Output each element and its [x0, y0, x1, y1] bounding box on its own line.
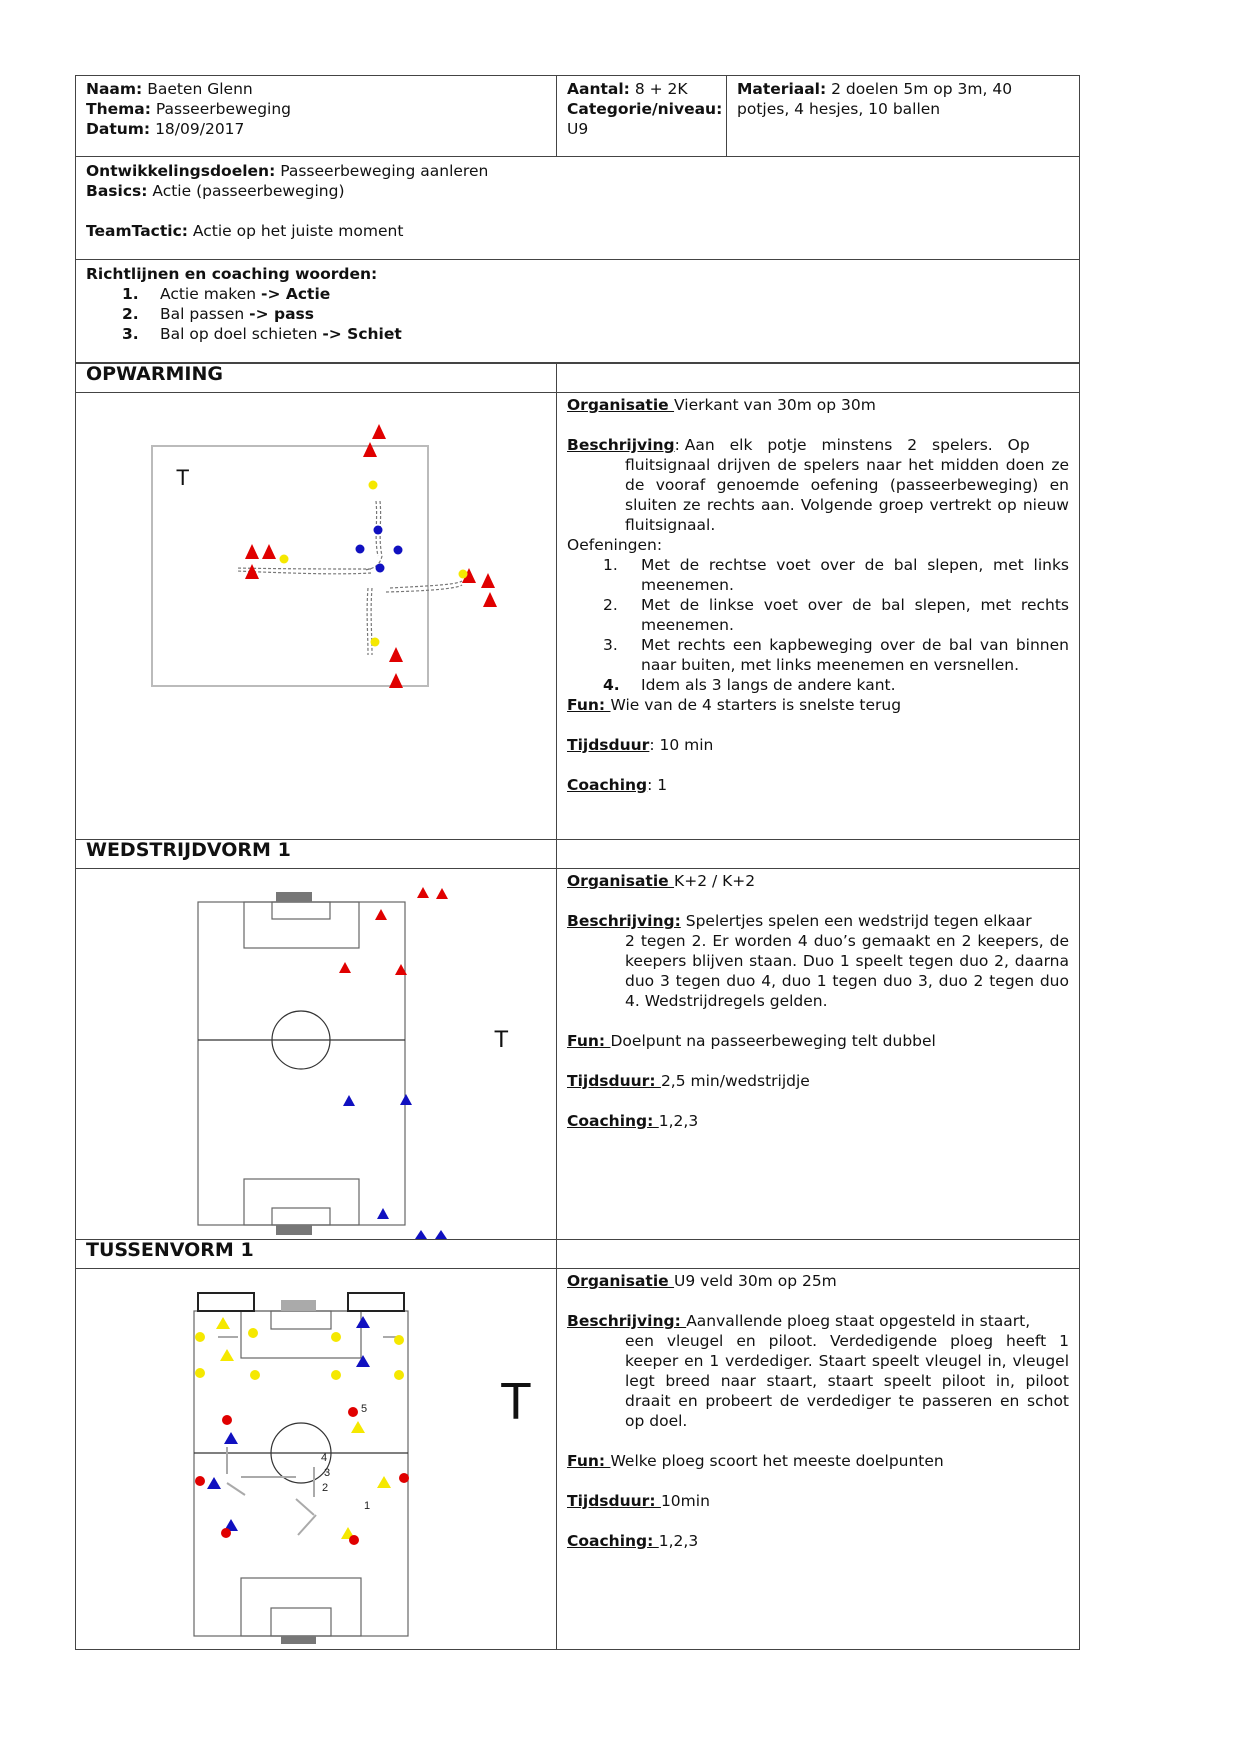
exercise-num: 4. [603, 676, 620, 694]
penalty-area-top [241, 1311, 361, 1358]
fun-label: Fun: [567, 1032, 611, 1050]
exercise-item [603, 555, 1069, 595]
goals-cell [76, 157, 1080, 260]
coaching-value: 1,2,3 [658, 1112, 699, 1130]
materiaal-label: Materiaal: [737, 80, 827, 98]
guideline-keyword: -> pass [249, 305, 314, 323]
tijdsduur-value: : 10 min [649, 736, 714, 754]
marker [250, 1370, 260, 1380]
section-title-spacer [557, 1240, 1080, 1269]
section-title-spacer [557, 364, 1080, 393]
thema-label: Thema: [86, 100, 151, 118]
exercise-list [567, 555, 1069, 695]
tussenvorm-diagram [76, 1269, 557, 1649]
fun-value: Wie van de 4 starters is snelste terug [610, 696, 902, 714]
tijdsduur-value: 10min [660, 1492, 710, 1510]
coaching-label: Coaching: [567, 1532, 659, 1550]
goal-top [276, 892, 312, 902]
datum-value: 18/09/2017 [155, 120, 245, 138]
material-cell [727, 76, 1080, 157]
goal-bottom [281, 1636, 316, 1644]
guideline-text: Bal passen [160, 305, 245, 323]
ball [222, 1415, 232, 1425]
exercise-num: 2. [603, 596, 618, 614]
datum-label: Datum: [86, 120, 151, 138]
guideline-item [122, 284, 1069, 304]
section-title-wedstrijdvorm: WEDSTRIJDVORM 1 [76, 840, 557, 869]
penalty-area-bottom [244, 1179, 359, 1225]
organisatie-value: Vierkant van 30m op 30m [674, 396, 876, 414]
trainer-label: T [494, 1026, 509, 1053]
beschrijving-text: een vleugel en piloot. Verdedigende ploeg heeft 1 keeper en 1 verdediger. Staart speelt vleugel in, vleugel legt breed naar staart, staart speelt piloot in, piloot draait en probeert de verdediger te passeren en schot op doel. [625, 1332, 1069, 1430]
beschrijving-first: Aan elk potje minstens 2 spelers. Op [684, 436, 1030, 454]
yellow-player [351, 1421, 365, 1433]
tijdsduur-label: Tijdsduur: [567, 1492, 661, 1510]
materiaal-value: 2 doelen 5m op 3m, 40 potjes, 4 hesjes, 10 ballen [737, 80, 1013, 118]
marker [331, 1332, 341, 1342]
ontwikkelingsdoelen-label: Ontwikkelingsdoelen: [86, 162, 276, 180]
guideline-item [122, 324, 1069, 344]
ball [459, 570, 468, 579]
ball [348, 1407, 358, 1417]
organisatie-label: Organisatie [567, 1272, 675, 1290]
tijdsduur-value: 2,5 min/wedstrijdje [660, 1072, 810, 1090]
blue-team [207, 1316, 370, 1531]
goal-top [281, 1300, 316, 1311]
ball [195, 1476, 205, 1486]
step-labels [321, 1403, 370, 1512]
guideline-keyword: -> Actie [261, 285, 331, 303]
yellow-player [220, 1349, 234, 1361]
mini-goal-left [198, 1293, 254, 1311]
categorie-value: U9 [567, 120, 589, 138]
goal-area-top [272, 902, 330, 919]
oefeningen-label: Oefeningen: [567, 536, 663, 554]
exercise-item [603, 635, 1069, 675]
organisatie-label: Organisatie [567, 872, 675, 890]
cone [481, 573, 495, 588]
exercise-text: Met rechts een kapbeweging over de bal van binnen naar buiten, met links meenemen en versnellen. [641, 636, 1069, 674]
arrow [298, 1515, 316, 1535]
blue-player [224, 1432, 238, 1444]
ball [349, 1535, 359, 1545]
coaching-value: : 1 [647, 776, 668, 794]
training-table [75, 75, 1080, 363]
count-cell [557, 76, 727, 157]
tijdsduur-label: Tijdsduur [567, 736, 650, 754]
blue-player [377, 1208, 389, 1219]
blue-player [415, 1230, 427, 1239]
beschrijving-label: Beschrijving: [567, 1312, 687, 1330]
guideline-num: 2. [122, 305, 139, 323]
blue-player [207, 1477, 221, 1489]
marker [195, 1332, 205, 1342]
marker [331, 1370, 341, 1380]
separator: : [674, 436, 685, 454]
naam-label: Naam: [86, 80, 143, 98]
exercise-num: 3. [603, 636, 618, 654]
exercise-item [603, 675, 1069, 695]
session-sheet [75, 75, 1079, 1650]
categorie-label: Categorie/niveau: [567, 100, 723, 118]
beschrijving-text: fluitsignaal drijven de spelers naar het midden doen ze de vooraf genoemde oefening (passeerbeweging) en sluiten ze rechts aan. Volgende groep vertrekt op nieuw fluitsignaal. [625, 456, 1069, 534]
wedstrijdvorm-text-cell [557, 869, 1080, 1240]
coaching-value: 1,2,3 [658, 1532, 699, 1550]
red-team [339, 887, 448, 975]
player [374, 526, 383, 535]
step-label: 4 [321, 1452, 328, 1464]
coaching-label: Coaching [567, 776, 648, 794]
basics-value: Actie (passeerbeweging) [152, 182, 345, 200]
section-title-spacer [557, 840, 1080, 869]
goal-bottom [276, 1225, 312, 1235]
beschrijving-label: Beschrijving [567, 436, 675, 454]
field-border [152, 446, 428, 686]
wedstrijdvorm-diagram-cell [76, 869, 557, 1240]
guidelines-cell [76, 260, 1080, 363]
beschrijving-first: Spelertjes spelen een wedstrijd tegen elkaar [685, 912, 1032, 930]
cone [483, 592, 497, 607]
trainer-label: T [176, 465, 190, 490]
guideline-num: 1. [122, 285, 139, 303]
penalty-area-bottom [241, 1578, 361, 1636]
teamtactic-label: TeamTactic: [86, 222, 188, 240]
blue-player [356, 1355, 370, 1367]
section-title-tussenvorm: TUSSENVORM 1 [76, 1240, 557, 1269]
organisatie-value: K+2 / K+2 [674, 872, 756, 890]
red-player [417, 887, 429, 898]
goal-area-top [271, 1311, 331, 1329]
basics-label: Basics: [86, 182, 148, 200]
ontwikkelingsdoelen-value: Passeerbeweging aanleren [280, 162, 489, 180]
sections-table [75, 363, 1080, 1650]
goal-area-bottom [271, 1608, 331, 1636]
aantal-value: 8 + 2K [634, 80, 688, 98]
step-label: 5 [361, 1403, 368, 1415]
penalty-area-top [244, 902, 359, 948]
guideline-item [122, 304, 1069, 324]
red-player [375, 909, 387, 920]
section-title-opwarming: OPWARMING [76, 364, 557, 393]
pass-arrows [218, 1337, 401, 1535]
beschrijving-first: Aanvallende ploeg staat opgesteld in staart, [686, 1312, 1031, 1330]
guidelines-list [86, 284, 1069, 344]
guidelines-title: Richtlijnen en coaching woorden: [86, 265, 378, 283]
yellow-player [377, 1476, 391, 1488]
exercise-text: Met de linkse voet over de bal slepen, met rechts meenemen. [641, 596, 1069, 634]
marker [394, 1335, 404, 1345]
yellow-player [216, 1317, 230, 1329]
opwarming-diagram [76, 393, 557, 839]
ball [371, 638, 380, 647]
red-player [339, 962, 351, 973]
mini-goal-right [348, 1293, 404, 1311]
ball [399, 1473, 409, 1483]
arrow [227, 1483, 245, 1495]
exercise-item [603, 595, 1069, 635]
guideline-text: Actie maken [160, 285, 257, 303]
marker [394, 1370, 404, 1380]
player [394, 546, 403, 555]
pitch-outline [198, 902, 405, 1225]
organisatie-value: U9 veld 30m op 25m [674, 1272, 837, 1290]
organisatie-label: Organisatie [567, 396, 675, 414]
thema-value: Passeerbeweging [155, 100, 292, 118]
exercise-text: Met de rechtse voet over de bal slepen, met links meenemen. [641, 556, 1069, 594]
arrow [296, 1499, 314, 1515]
opwarming-diagram-cell [76, 393, 557, 840]
fun-value: Welke ploeg scoort het meeste doelpunten [610, 1452, 944, 1470]
ball [280, 555, 289, 564]
cone [372, 424, 386, 439]
exercise-num: 1. [603, 556, 618, 574]
ball [221, 1528, 231, 1538]
guideline-text: Bal op doel schieten [160, 325, 318, 343]
player [376, 564, 385, 573]
step-label: 2 [322, 1482, 329, 1494]
goal-area-bottom [272, 1208, 330, 1225]
red-player [436, 888, 448, 899]
tijdsduur-label: Tijdsduur: [567, 1072, 661, 1090]
trainer-label: T [500, 1373, 532, 1431]
ball [369, 481, 378, 490]
red-balls [195, 1407, 409, 1545]
guideline-keyword: -> Schiet [322, 325, 402, 343]
step-label: 1 [364, 1500, 371, 1512]
guideline-num: 3. [122, 325, 139, 343]
teamtactic-value: Actie op het juiste moment [192, 222, 404, 240]
fun-label: Fun: [567, 696, 611, 714]
exercise-text: Idem als 3 langs de andere kant. [641, 676, 896, 694]
player [356, 545, 365, 554]
tussenvorm-diagram-cell [76, 1269, 557, 1650]
beschrijving-label: Beschrijving: [567, 912, 681, 930]
fun-value: Doelpunt na passeerbeweging telt dubbel [610, 1032, 936, 1050]
marker [195, 1368, 205, 1378]
blue-player [343, 1095, 355, 1106]
fun-label: Fun: [567, 1452, 611, 1470]
blue-player [356, 1316, 370, 1328]
aantal-label: Aantal: [567, 80, 630, 98]
info-cell [76, 76, 557, 157]
opwarming-text-cell [557, 393, 1080, 840]
blue-player [400, 1094, 412, 1105]
wedstrijdvorm-diagram [76, 869, 557, 1239]
naam-value: Baeten Glenn [147, 80, 253, 98]
marker [248, 1328, 258, 1338]
step-label: 3 [324, 1467, 331, 1479]
coaching-label: Coaching: [567, 1112, 659, 1130]
tussenvorm-text-cell [557, 1269, 1080, 1650]
blue-player [435, 1230, 447, 1239]
pitch-lines [198, 902, 405, 1225]
beschrijving-text: 2 tegen 2. Er worden 4 duo’s gemaakt en 2 keepers, de keepers blijven staan. Duo 1 speelt tegen duo 2, daarna duo 3 tegen duo 4, duo 1 tegen duo 3, duo 2 tegen duo 4. Wedstrijdregels gelden. [625, 932, 1069, 1010]
